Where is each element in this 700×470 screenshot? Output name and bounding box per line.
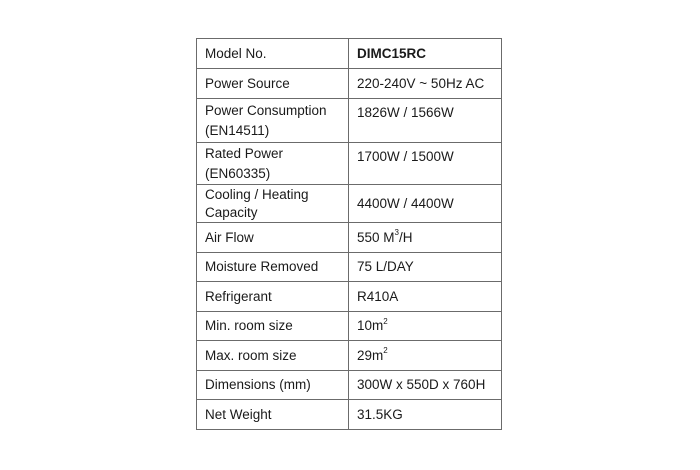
spec-value-text: 550 M — [357, 229, 395, 245]
table-row — [197, 312, 502, 341]
spec-value-capacity: 4400W / 4400W — [349, 185, 502, 223]
spec-label-line: Power Consumption — [205, 102, 327, 118]
table-row — [197, 253, 502, 282]
spec-value-text: /H — [398, 229, 413, 245]
spec-table — [196, 38, 502, 430]
spec-label-line: Cooling / Heating — [205, 186, 309, 202]
spec-label-net-weight: Net Weight — [197, 400, 349, 430]
spec-label-dimensions: Dimensions (mm) — [197, 371, 349, 400]
spec-value-superscript: 3 — [394, 228, 399, 237]
table-row — [197, 282, 502, 312]
spec-label-air-flow: Air Flow — [197, 223, 349, 253]
spec-label-max-room: Max. room size — [197, 341, 349, 371]
table-row — [197, 341, 502, 371]
spec-value-superscript: 2 — [383, 316, 388, 326]
spec-label-refrigerant: Refrigerant — [197, 282, 349, 312]
table-row — [197, 371, 502, 400]
table-row — [197, 143, 502, 185]
table-row — [197, 185, 502, 223]
spec-label-line: Rated Power — [205, 145, 284, 161]
spec-value-air-flow — [349, 223, 502, 253]
table-row — [197, 223, 502, 253]
spec-label-min-room: Min. room size — [197, 312, 349, 341]
spec-value-net-weight: 31.5KG — [349, 400, 502, 430]
spec-value-refrigerant: R410A — [349, 282, 502, 312]
spec-value-text: 29m — [357, 347, 384, 363]
spec-value-model: DIMC15RC — [349, 39, 502, 69]
spec-label-line: (EN14511) — [205, 122, 270, 138]
spec-value-power-consumption: 1826W / 1566W — [349, 99, 502, 143]
table-row — [197, 39, 502, 69]
spec-value-dimensions: 300W x 550D x 760H — [349, 371, 502, 400]
spec-value-min-room — [349, 312, 502, 341]
table-row — [197, 69, 502, 99]
spec-label-rated-power — [197, 143, 349, 185]
spec-label-model: Model No. — [197, 39, 349, 69]
table-row — [197, 99, 502, 143]
spec-value-rated-power: 1700W / 1500W — [349, 143, 502, 185]
spec-label-line: (EN60335) — [205, 165, 271, 181]
spec-label-line: Capacity — [205, 204, 258, 220]
spec-value-superscript: 2 — [383, 346, 388, 355]
spec-value-text: 10m — [357, 318, 384, 333]
spec-label-capacity — [197, 185, 349, 223]
spec-label-power-source: Power Source — [197, 69, 349, 99]
spec-label-power-consumption — [197, 99, 349, 143]
spec-value-moisture: 75 L/DAY — [349, 253, 502, 282]
spec-value-max-room — [349, 341, 502, 371]
table-row — [197, 400, 502, 430]
spec-value-power-source: 220-240V ~ 50Hz AC — [349, 69, 502, 99]
spec-label-moisture: Moisture Removed — [197, 253, 349, 282]
